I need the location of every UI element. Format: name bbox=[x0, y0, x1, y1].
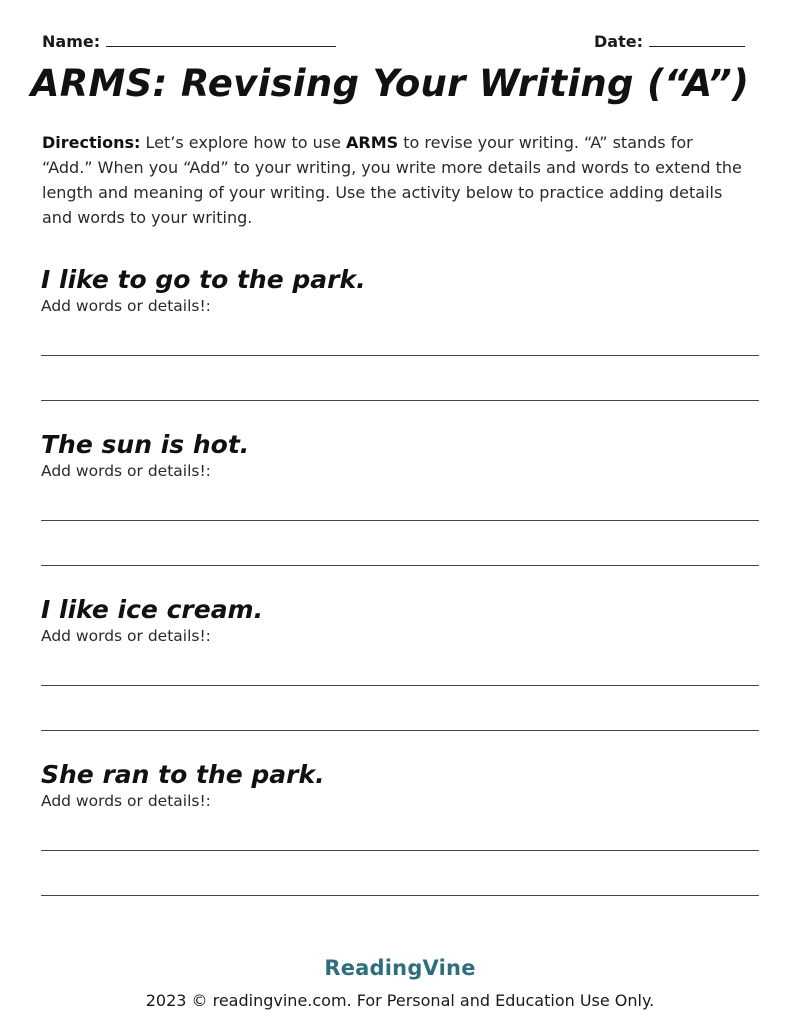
prompt-sentence: The sun is hot. bbox=[41, 430, 250, 459]
prompt-sentence: I like ice cream. bbox=[41, 595, 264, 624]
copyright-notice: 2023 © readingvine.com. For Personal and Education Use Only. bbox=[145, 991, 655, 1010]
prompt-4 bbox=[41, 760, 761, 810]
worksheet-title: ARMS: Revising Your Writing (“A”) bbox=[30, 62, 750, 105]
prompt-sentence: I like to go to the park. bbox=[41, 265, 366, 294]
date-field[interactable] bbox=[594, 32, 745, 51]
prompt-instruction: Add words or details!: bbox=[41, 462, 211, 480]
name-blank[interactable] bbox=[106, 45, 336, 47]
readingvine-logo: ReadingVine bbox=[324, 956, 476, 980]
prompt-1 bbox=[41, 265, 761, 315]
prompt-instruction: Add words or details!: bbox=[41, 297, 211, 315]
writing-line[interactable] bbox=[41, 895, 759, 896]
writing-line[interactable] bbox=[41, 730, 759, 731]
name-field[interactable] bbox=[42, 32, 336, 51]
prompt-3 bbox=[41, 595, 761, 645]
prompt-2 bbox=[41, 430, 761, 480]
writing-line[interactable] bbox=[41, 520, 759, 521]
writing-line[interactable] bbox=[41, 400, 759, 401]
date-blank[interactable] bbox=[649, 45, 745, 47]
prompt-instruction: Add words or details!: bbox=[41, 627, 211, 645]
directions-bold-word: ARMS bbox=[346, 133, 399, 152]
writing-line[interactable] bbox=[41, 850, 759, 851]
directions-label: Directions: bbox=[42, 133, 141, 152]
writing-line[interactable] bbox=[41, 565, 759, 566]
date-label: Date: bbox=[594, 32, 643, 51]
writing-line[interactable] bbox=[41, 355, 759, 356]
directions-text-1: Let’s explore how to use bbox=[140, 133, 347, 152]
directions-text-2: to revise your writing. “A” stands for “Add.” When you “Add” to your writing, you write more details and words to extend the length and meaning of your writing. Use the activity below to practice adding details and words to your writing. bbox=[42, 133, 742, 227]
writing-line[interactable] bbox=[41, 685, 759, 686]
prompt-instruction: Add words or details!: bbox=[41, 792, 211, 810]
prompt-sentence: She ran to the park. bbox=[41, 760, 325, 789]
directions-paragraph bbox=[42, 130, 742, 230]
name-label: Name: bbox=[42, 32, 101, 51]
